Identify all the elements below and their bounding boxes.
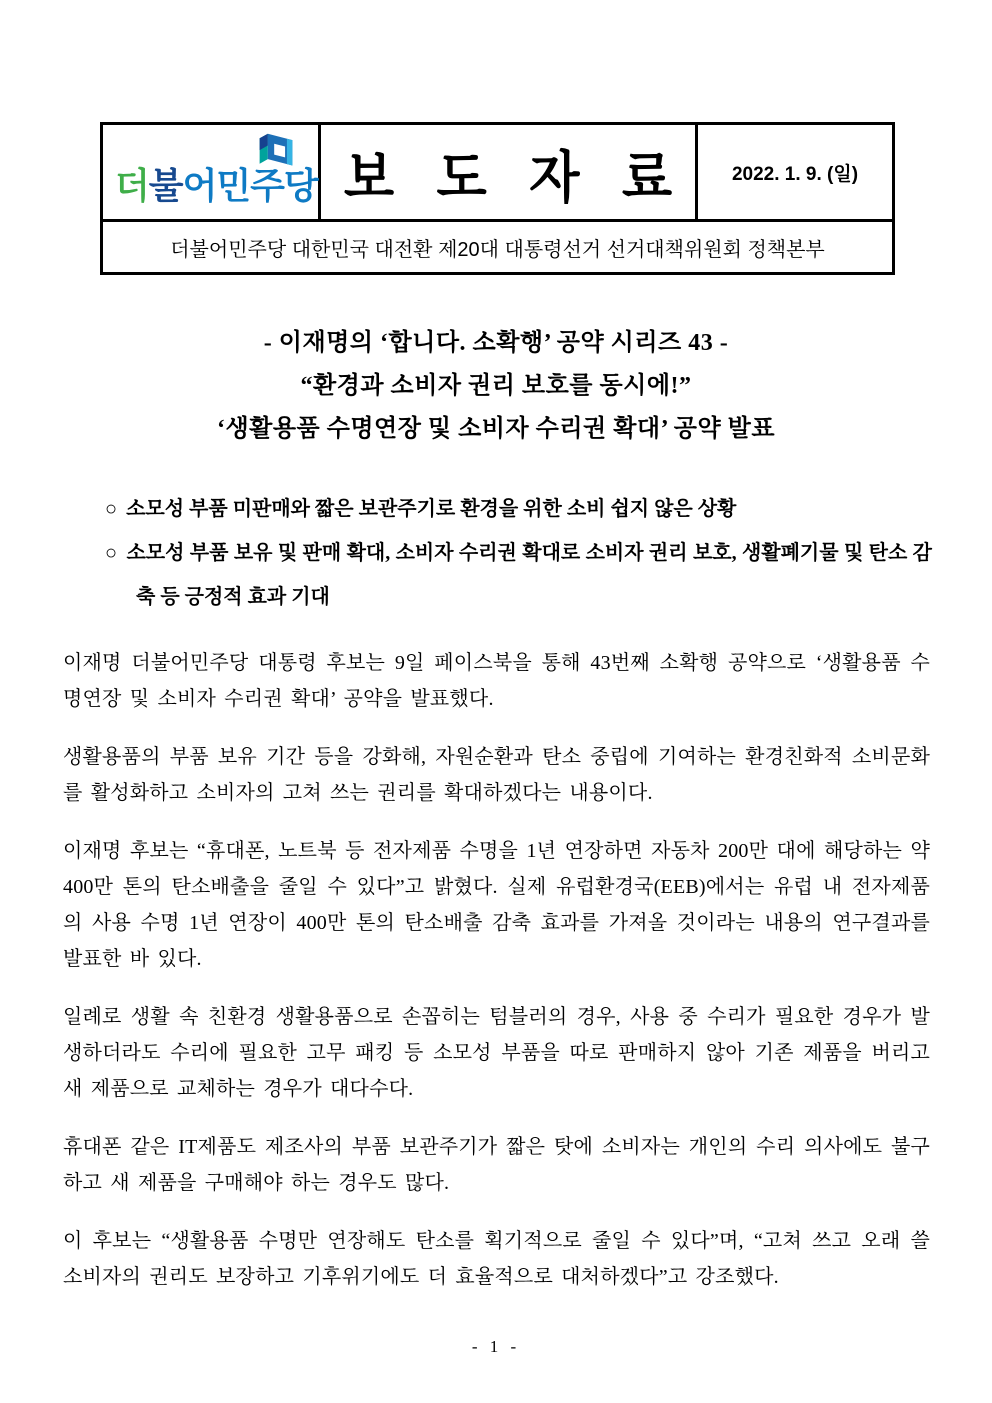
headline-line-1: - 이재명의 ‘합니다. 소확행’ 공약 시리즈 43 - <box>263 330 729 356</box>
press-release-title-cell <box>321 125 698 219</box>
header-table <box>100 122 895 275</box>
summary-bullet-text: 소모성 부품 보유 및 판매 확대, 소비자 수리권 확대로 소비자 권리 보호, 생활폐기물 및 탄소 감축 등 긍정적 효과 기대 <box>126 542 932 608</box>
body-text <box>0 645 992 1295</box>
summary-bullet-text: 소모성 부품 미판매와 짧은 보관주기로 환경을 위한 소비 쉽지 않은 상황 <box>126 498 737 520</box>
body-paragraph: 생활용품의 부품 보유 기간 등을 강화해, 자원순환과 탄소 중립에 기여하는 환경친화적 소비문화를 활성화하고 소비자의 고쳐 쓰는 권리를 확대하겠다는 내용이다. <box>63 746 930 804</box>
body-paragraph: 휴대폰 같은 IT제품도 제조사의 부품 보관주기가 짧은 탓에 소비자는 개인의 수리 의사에도 불구하고 새 제품을 구매해야 하는 경우도 많다. <box>63 1136 930 1194</box>
date-cell <box>698 125 892 219</box>
body-paragraph: 이재명 후보는 “휴대폰, 노트북 등 전자제품 수명을 1년 연장하면 자동차 200만 대에 해당하는 약 400만 톤의 탄소배출을 줄일 수 있다”고 밝혔다. 실제 유럽환경국(EEB)에서는 유럽 내 전자제품의 사용 수명 1년 연장이 400만 톤의 탄소배출 감축 효과를 가져올 것이라는 내용의 연구결과를 발표한 바 있다. <box>63 840 930 970</box>
headline-block <box>0 322 992 451</box>
party-logo-cell <box>103 125 321 219</box>
party-logo-wordmark <box>115 158 318 209</box>
header-top-row <box>103 125 892 219</box>
press-release-title: 보 도 자 료 <box>343 146 687 210</box>
org-line: 더불어민주당 대한민국 대전환 제20대 대통령선거 선거대책위원회 정책본부 <box>170 238 825 261</box>
logo-text-navy: 불 <box>148 165 183 206</box>
headline-line-2: “환경과 소비자 권리 보호를 동시에!” <box>300 373 692 399</box>
body-paragraph: 일례로 생활 속 친환경 생활용품으로 손꼽히는 텀블러의 경우, 사용 중 수리가 필요한 경우가 발생하더라도 수리에 필요한 고무 패킹 등 소모성 부품을 따로 판매하지 않아 기존 제품을 버리고 새 제품으로 교체하는 경우가 대다수다. <box>63 1006 930 1100</box>
headline-line-3: ‘생활용품 수명연장 및 소비자 수리권 확대’ 공약 발표 <box>216 416 776 442</box>
summary-bullet <box>105 531 932 619</box>
body-paragraph: 이 후보는 “생활용품 수명만 연장해도 탄소를 획기적으로 줄일 수 있다”며, “고쳐 쓰고 오래 쓸 소비자의 권리도 보장하고 기후위기에도 더 효율적으로 대처하겠다”고 강조했다. <box>63 1230 930 1288</box>
page-number: - 1 - <box>471 1337 521 1356</box>
summary-bullet <box>105 487 932 531</box>
summary-bullets <box>105 487 932 619</box>
body-paragraph: 이재명 더불어민주당 대통령 후보는 9일 페이스북을 통해 43번째 소확행 공약으로 ‘생활용품 수명연장 및 소비자 수리권 확대’ 공약을 발표했다. <box>63 652 930 710</box>
header-org-row <box>103 219 892 272</box>
circle-bullet-icon: ○ <box>105 542 118 564</box>
logo-text-green: 더 <box>115 165 149 206</box>
release-date: 2022. 1. 9. (일) <box>731 163 859 185</box>
circle-bullet-icon: ○ <box>105 498 118 520</box>
logo-text-blue: 어민주당 <box>182 165 318 206</box>
